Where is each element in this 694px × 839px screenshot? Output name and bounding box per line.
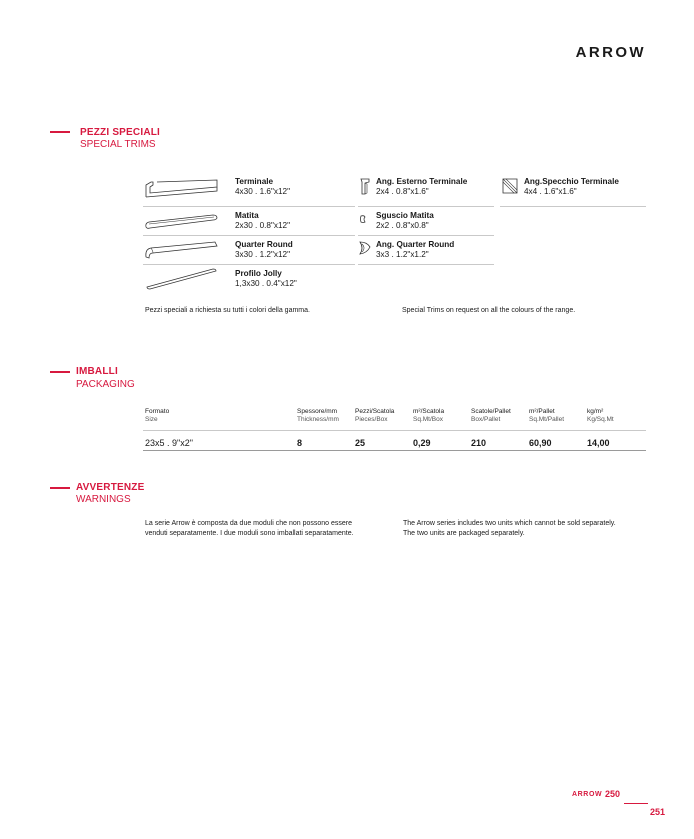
col-header-sqmt-box: m²/Scatola <box>413 408 445 415</box>
section-marker-line <box>50 371 70 373</box>
footer-brand-label: ARROW <box>572 791 603 798</box>
angle-quarter-round-icon <box>358 239 372 257</box>
trim-size-quarter-round: 3x30 . 1.2"x12" <box>235 250 290 259</box>
matita-trim-icon <box>143 211 219 231</box>
col-header-box-pallet: Scatole/Pallet <box>471 408 511 415</box>
warnings-text-en: The Arrow series includes two units which cannot be sold separately. The two units are packaged separately. <box>403 520 616 537</box>
trim-size-ang-specchio-terminale: 4x4 . 1.6"x1.6" <box>524 187 577 196</box>
col-header-sqmt-box-en: Sq.Mt/Box <box>413 416 443 423</box>
terminale-trim-icon <box>143 177 219 201</box>
trim-size-matita: 2x30 . 0.8"x12" <box>235 221 290 230</box>
col-header-pieces: Pezzi/Scatola <box>355 408 395 415</box>
trim-size-terminale: 4x30 . 1.6"x12" <box>235 187 290 196</box>
table-row-rule <box>143 450 646 451</box>
cell-kg-sqmt: 14,00 <box>587 438 610 448</box>
col-header-pieces-en: Pieces/Box <box>355 416 388 423</box>
trim-name-ang-esterno-terminale: Ang. Esterno Terminale <box>376 177 468 186</box>
angle-specchio-terminale-icon <box>500 176 520 196</box>
trim-divider <box>358 264 494 265</box>
col-header-thickness: Spessore/mm <box>297 408 338 415</box>
cell-sqmt-pallet: 60,90 <box>529 438 552 448</box>
packaging-title-it: IMBALLI <box>76 366 118 377</box>
col-header-sqmt-pallet-en: Sq.Mt/Pallet <box>529 416 565 423</box>
trim-divider <box>358 206 494 207</box>
quarter-round-trim-icon <box>143 239 219 261</box>
angle-esterno-terminale-icon <box>358 176 372 196</box>
special-trims-title-en: SPECIAL TRIMS <box>80 139 156 150</box>
trim-size-sguscio-matita: 2x2 . 0.8"x0.8" <box>376 221 429 230</box>
trim-name-profilo-jolly: Profilo Jolly <box>235 269 282 278</box>
trim-divider <box>143 264 355 265</box>
special-trims-note-en: Special Trims on request on all the colours of the range. <box>402 307 576 314</box>
trim-name-ang-quarter-round: Ang. Quarter Round <box>376 240 455 249</box>
cell-box-pallet: 210 <box>471 438 487 448</box>
cell-sqmt-box: 0,29 <box>413 438 431 448</box>
col-header-box-pallet-en: Box/Pallet <box>471 416 501 423</box>
table-header-rule <box>143 430 646 431</box>
col-header-kg-sqmt: kg/m² <box>587 408 604 415</box>
section-marker-line <box>50 131 70 133</box>
col-header-size-en: Size <box>145 416 158 423</box>
trim-name-quarter-round: Quarter Round <box>235 240 293 249</box>
warnings-title-it: AVVERTENZE <box>76 482 145 493</box>
special-trims-title-it: PEZZI SPECIALI <box>80 127 161 138</box>
cell-pieces: 25 <box>355 438 366 448</box>
page-number-left: 250 <box>605 789 621 799</box>
cell-size: 23x5 . 9"x2" <box>145 438 193 448</box>
trim-size-profilo-jolly: 1,3x30 . 0.4"x12" <box>235 279 297 288</box>
warnings-title-en: WARNINGS <box>76 494 131 505</box>
trim-name-terminale: Terminale <box>235 177 274 186</box>
trim-divider <box>500 206 646 207</box>
special-trims-note-it: Pezzi speciali a richiesta su tutti i colori della gamma. <box>145 307 310 314</box>
footer-rule <box>624 803 648 804</box>
trim-name-ang-specchio-terminale: Ang.Specchio Terminale <box>524 177 619 186</box>
trim-divider <box>143 206 355 207</box>
trim-divider <box>143 235 355 236</box>
brand-title: ARROW <box>575 44 646 61</box>
page-number-right: 251 <box>650 807 666 817</box>
trim-size-ang-quarter-round: 3x3 . 1.2"x1.2" <box>376 250 429 259</box>
packaging-title-en: PACKAGING <box>76 379 135 390</box>
trim-name-sguscio-matita: Sguscio Matita <box>376 211 434 220</box>
trim-divider <box>358 235 494 236</box>
col-header-size: Formato <box>145 408 170 415</box>
col-header-kg-sqmt-en: Kg/Sq.Mt <box>587 416 614 423</box>
trim-size-ang-esterno-terminale: 2x4 . 0.8"x1.6" <box>376 187 429 196</box>
col-header-thickness-en: Thickness/mm <box>297 416 339 423</box>
trim-name-matita: Matita <box>235 211 259 220</box>
sguscio-matita-icon <box>358 212 372 226</box>
cell-thickness: 8 <box>297 438 303 448</box>
section-marker-line <box>50 487 70 489</box>
warnings-text-it: La serie Arrow è composta da due moduli che non possono essere venduti separatamente. I due moduli sono imballati separatamente. <box>145 520 354 537</box>
profilo-jolly-trim-icon <box>143 266 219 290</box>
col-header-sqmt-pallet: m²/Pallet <box>529 408 555 415</box>
